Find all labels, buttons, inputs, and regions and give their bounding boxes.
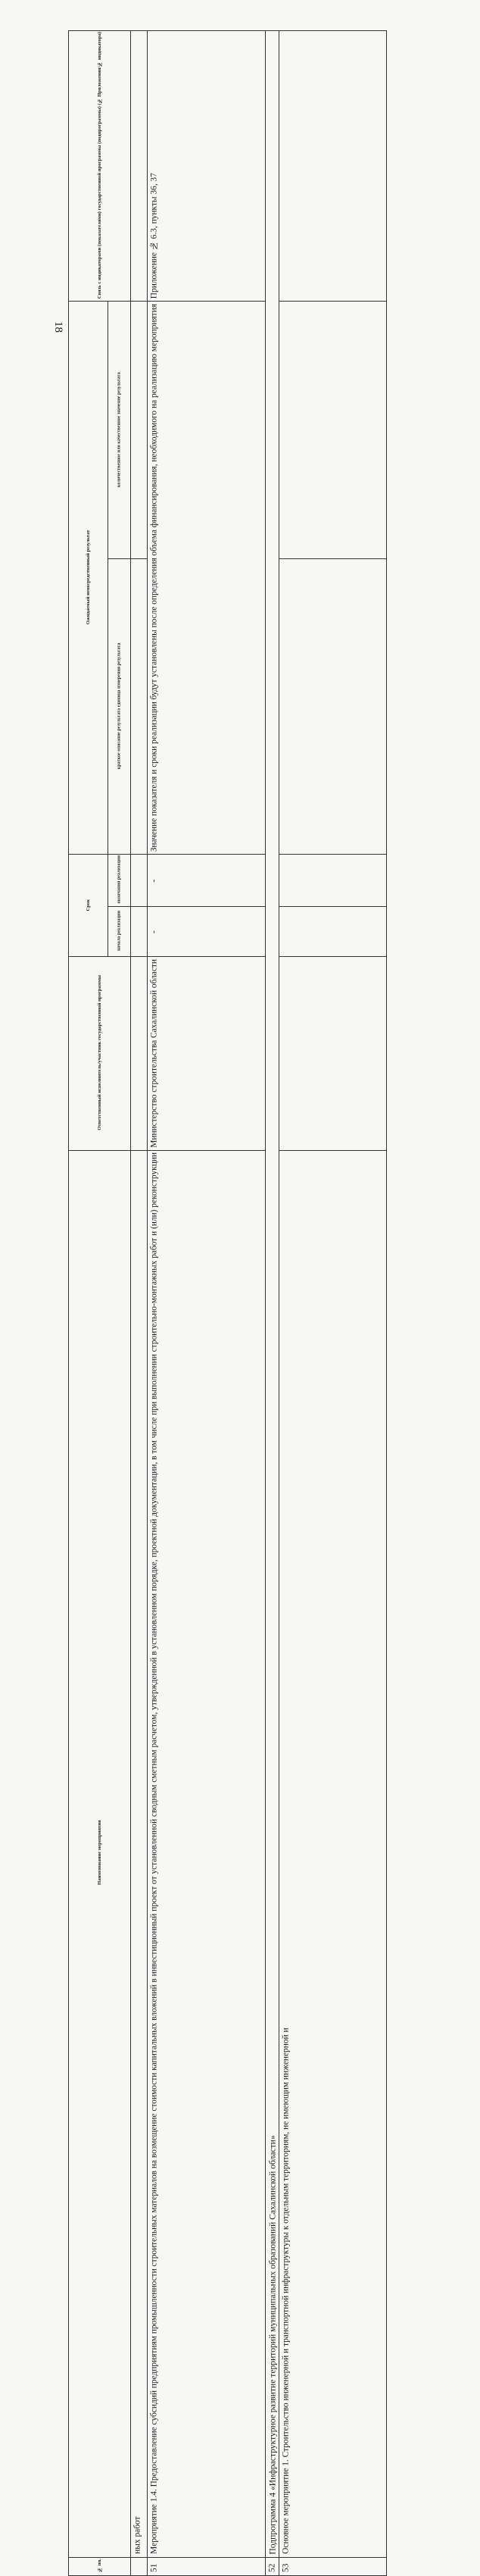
table-row	[69, 2557, 387, 2575]
cell-53-result-value	[279, 302, 387, 559]
cell-53-executor	[279, 957, 387, 1151]
cell-51-result: Значение показателя и сроки реализации будут установлены после определения объема финансирования, необходимого на реализацию мероприятия	[148, 302, 266, 855]
table-row	[69, 957, 387, 1151]
cell-continued-executor	[131, 957, 148, 1151]
cell-53-num: 53	[279, 2557, 387, 2575]
cell-continued-link	[131, 31, 148, 302]
rotated-table-container	[68, 30, 386, 2573]
page-number: 18	[52, 321, 64, 333]
measures-table	[68, 30, 387, 2576]
cell-52-title: Подпрограмма 4 «Инфраструктурное развитие территорий муниципальных образований Сахалинской области»	[266, 31, 279, 2558]
cell-51-num: 51	[148, 2557, 266, 2575]
cell-53-result-desc	[279, 559, 387, 855]
header-term: Срок	[69, 855, 108, 957]
cell-52-num: 52	[266, 2557, 279, 2575]
cell-51-term-end: -	[148, 855, 266, 907]
cell-51-executor: Министерство строительства Сахалинской области	[148, 957, 266, 1151]
header-link: Связь с индикаторами (показателями) государственной программы (подпрограммы) (№ Приложения/№ индикатора)	[69, 31, 131, 302]
header-term-start: начала реализации	[108, 907, 131, 957]
cell-51-link: Приложение № 6.3, пункты 36, 37	[148, 31, 266, 302]
cell-continued-term-start	[131, 907, 148, 957]
cell-53-link	[279, 31, 387, 302]
table-row	[69, 907, 387, 957]
cell-continued-result-value	[131, 302, 148, 559]
cell-51-term-start: -	[148, 907, 266, 957]
header-executor: Ответственный исполнитель/участник государственной программы	[69, 957, 131, 1151]
table-row	[69, 855, 387, 907]
cell-53-term-start	[279, 907, 387, 957]
table-row	[69, 31, 387, 302]
header-result-value: количественное или качественное значение результата	[108, 302, 131, 559]
table-row	[69, 302, 387, 559]
header-num: № пп.	[69, 2557, 131, 2575]
header-result-desc: краткое описание результата единица измерения результата	[108, 559, 131, 855]
cell-53-term-end	[279, 855, 387, 907]
cell-continued-term-end	[131, 855, 148, 907]
header-term-end: окончания реализации	[108, 855, 131, 907]
cell-continued-name: ных работ	[131, 1150, 148, 2557]
cell-53-name: Основное мероприятие 1. Строительство инженерной и транспортной инфраструктуры к отдельным территориям, не имеющим инженерной и	[279, 1150, 387, 2557]
cell-continued-num	[131, 2557, 148, 2575]
cell-51-name: Мероприятие 1.4. Предоставление субсидий предприятиям промышленности строительных материалов на возмещение стоимости капитальных вложений в инвестиционный проект от установленной сводным сметным расчетом, утвержденной в установленном порядке, проектной документации, в том числе при выполнении строительно-монтажных работ и (или) реконструкции	[148, 1150, 266, 2557]
table-row	[69, 1150, 387, 2557]
cell-continued-result-desc	[131, 559, 148, 855]
header-result: Ожидаемый непосредственный результат	[69, 302, 108, 855]
header-name: Наименование мероприятия	[69, 1150, 131, 2557]
